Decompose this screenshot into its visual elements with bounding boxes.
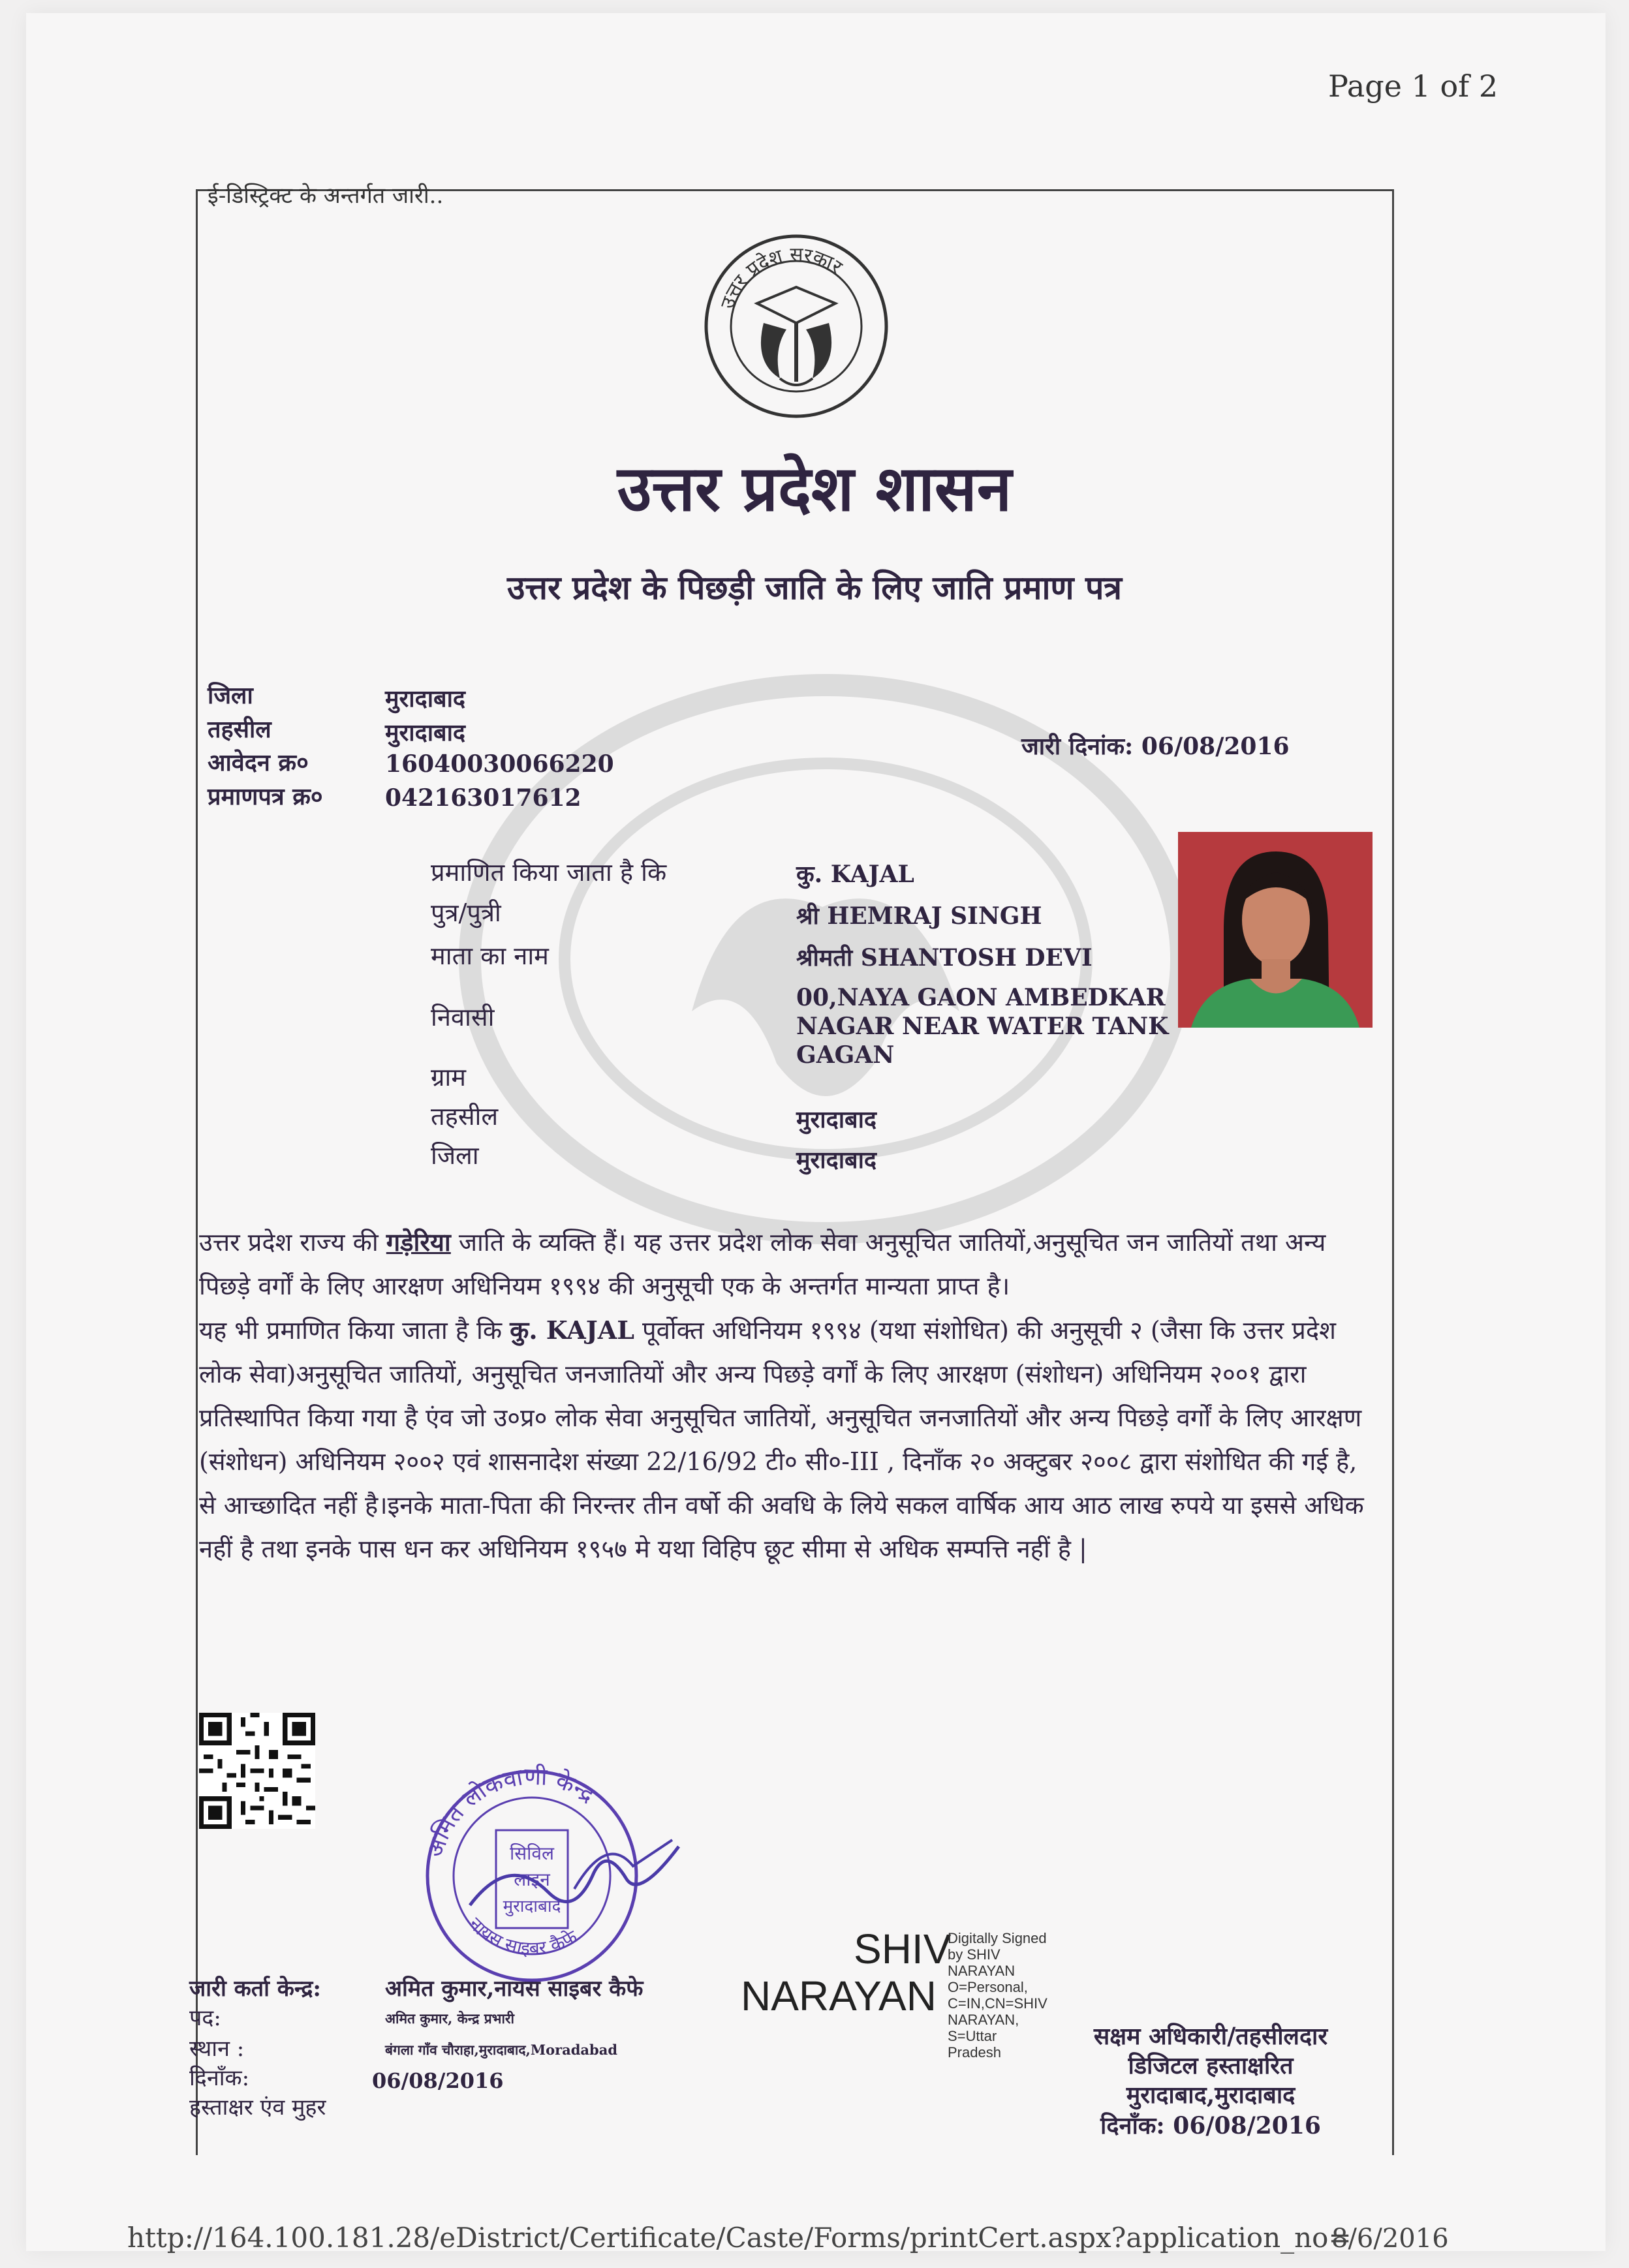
certify-label: प्रमाणित किया जाता है कि [431, 858, 667, 887]
caste-declaration [199, 1220, 1374, 1571]
sig-detail: Pradesh [948, 2044, 1001, 2061]
field-tehsil-label: तहसील [431, 1102, 499, 1131]
issue-date-label: जारी दिनांक: [1021, 733, 1134, 760]
p1-intro: उत्तर प्रदेश राज्य की [199, 1228, 386, 1257]
address-line-3: GAGAN [796, 1041, 895, 1069]
p2-intro: यह भी प्रमाणित किया जाता है कि [199, 1316, 510, 1345]
authority-date [1057, 2109, 1364, 2141]
certificate-no-label: प्रमाणपत्र क्र० [208, 783, 323, 810]
authority-date-label: दिनाँक: [1100, 2112, 1165, 2139]
p1-text: जाति के व्यक्ति हैं। यह उत्तर प्रदेश लोक सेवा अनुसूचित जातियों,अनुसूचित जन जातियों तथा अन्य पिछड़े वर्गों के लिए आरक्षण अधिनियम १९९४ की अनुसूची एक के अन्तर्गत मान्यता प्राप्त है। [199, 1228, 1326, 1300]
father-name: श्री HEMRAJ SINGH [796, 902, 1042, 930]
issuing-centre-value: अमित कुमार,नायस साइबर कैफे [385, 1976, 644, 2002]
svg-text:उत्तर प्रदेश सरकार [716, 243, 846, 312]
government-title: उत्तर प्रदेश शासन [617, 452, 1012, 525]
issuing-centre-label: जारी कर्ता केन्द्र: [189, 1976, 321, 2002]
print-date: 8/6/2016 [1331, 2224, 1449, 2254]
stamp-line-3: मुरादाबाद [503, 1897, 561, 1916]
holder-name: कु. KAJAL [796, 861, 914, 888]
issue-date-value: 06/08/2016 [1141, 733, 1290, 760]
applicant-photo [1178, 832, 1373, 1028]
post-value: अमित कुमार, केन्द्र प्रभारी [385, 2010, 514, 2027]
digital-signer-name-1: SHIV [854, 1925, 952, 1972]
source-url: http://164.100.181.28/eDistrict/Certificate/Caste/Forms/printCert.aspx?application_no= [127, 2222, 1352, 2254]
up-government-emblem-icon [702, 232, 891, 421]
application-no-label: आवेदन क्र० [208, 749, 309, 776]
svg-text:नायस साइबर कैफे [465, 1913, 582, 1959]
district-value: मुरादाबाद [385, 685, 466, 713]
sign-seal-label: हस्ताक्षर एंव मुहर [189, 2094, 326, 2121]
sig-detail: NARAYAN, [948, 2012, 1019, 2028]
application-no-value: 16040030066220 [385, 750, 614, 778]
sig-detail: S=Uttar [948, 2028, 997, 2044]
sig-detail: NARAYAN [948, 1963, 1016, 1979]
address-line-1: 00,NAYA GAON AMBEDKAR [796, 984, 1166, 1011]
sig-detail: Digitally Signed [948, 1930, 1047, 1946]
tehsil-value: मुरादाबाद [385, 719, 466, 746]
authority-date-value: 06/08/2016 [1173, 2112, 1321, 2139]
mother-name: श्रीमती SHANTOSH DEVI [796, 944, 1093, 972]
mother-label: माता का नाम [431, 942, 549, 970]
p2-text: पूर्वोक्त अधिनियम १९९४ (यथा संशोधित) की अनुसूची २ (जैसा कि उत्तर प्रदेश लोक सेवा)अनुसूचित जातियों, अनुसूचित जनजातियों और अन्य पिछड़े वर्गों के लिए आरक्षण (संशोधन) अधिनियम २००१ द्वारा प्रतिस्थापित किया गया है एंव जो उ०प्र० लोक सेवा अनुसूचित जातियों, अनुसूचित जनजातियों और अन्य पिछड़े वर्गों के लिए आरक्षण (संशोधन) अधिनियम २००२ एवं शासनादेश संख्या 22/16/92 टी० सी०-III , दिनाँक २० अक्टुबर २००८ द्वारा संशोधित की गई है, से आच्छादित नहीं है।इनके माता-पिता की निरन्तर तीन वर्षो की अवधि के लिये सकल वार्षिक आय आठ लाख रुपये या इससे अधिक नहीं है तथा इनके पास धन कर अधिनियम १९५७ मे यथा विहिप छूट सीमा से अधिक सम्पत्ति नहीं है | [199, 1316, 1364, 1563]
emblem-text: उत्तर प्रदेश सरकार [716, 243, 846, 312]
stamp-line-1: सिविल [510, 1843, 554, 1864]
sig-detail: C=IN,CN=SHIV [948, 1995, 1047, 2012]
field-district-label: जिला [431, 1141, 479, 1170]
stamp-outer-text: अमित लोकवाणी केन्द्र [422, 1763, 600, 1861]
digital-signer-name-2: NARAYAN [741, 1972, 937, 2019]
issue-date [1021, 729, 1290, 761]
sig-detail: O=Personal, [948, 1979, 1028, 1995]
resident-label: निवासी [431, 1003, 495, 1032]
stamp-line-2: लाइन [514, 1869, 550, 1890]
address-line-2: NAGAR NEAR WATER TANK [796, 1013, 1169, 1040]
authority-signed: डिजिटल हस्ताक्षरित [1128, 2052, 1294, 2079]
sig-detail: by SHIV [948, 1946, 1001, 1963]
child-of-label: पुत्र/पुत्री [431, 898, 501, 927]
digital-signature-details [948, 1930, 1047, 2061]
district-label: जिला [208, 682, 253, 709]
issued-under-note: ई-डिस्ट्रिक्ट के अन्तर्गत जारी.. [208, 183, 444, 209]
field-tehsil-value: मुरादाबाद [796, 1106, 877, 1133]
issuer-date-value: 06/08/2016 [372, 2068, 504, 2093]
official-stamp [411, 1749, 685, 1997]
stamp-bottom-text: नायस साइबर कैफे [465, 1913, 581, 1959]
page-indicator: Page 1 of 2 [1328, 69, 1498, 104]
certificate-no-value: 042163017612 [385, 784, 582, 812]
issuer-date-label: दिनाँक: [189, 2065, 250, 2091]
place-label: स्थान : [189, 2036, 245, 2062]
caste-name: गड़ेरिया [386, 1227, 451, 1257]
certificate-title: उत्तर प्रदेश के पिछड़ी जाति के लिए जाति प्रमाण पत्र [507, 568, 1122, 607]
authority-title: सक्षम अधिकारी/तहसीलदार [1093, 2023, 1328, 2050]
tehsil-label: तहसील [208, 716, 272, 743]
p2-holder-name: कु. KAJAL [510, 1315, 634, 1345]
qr-code [199, 1713, 315, 1829]
authority-location: मुरादाबाद,मुरादाबाद [1126, 2081, 1295, 2109]
place-value: बंगला गाँव चौराहा,मुरादाबाद,Moradabad [385, 2042, 618, 2058]
field-district-value: मुरादाबाद [796, 1146, 877, 1174]
post-label: पद: [189, 2005, 221, 2031]
village-label: ग्राम [431, 1063, 466, 1092]
